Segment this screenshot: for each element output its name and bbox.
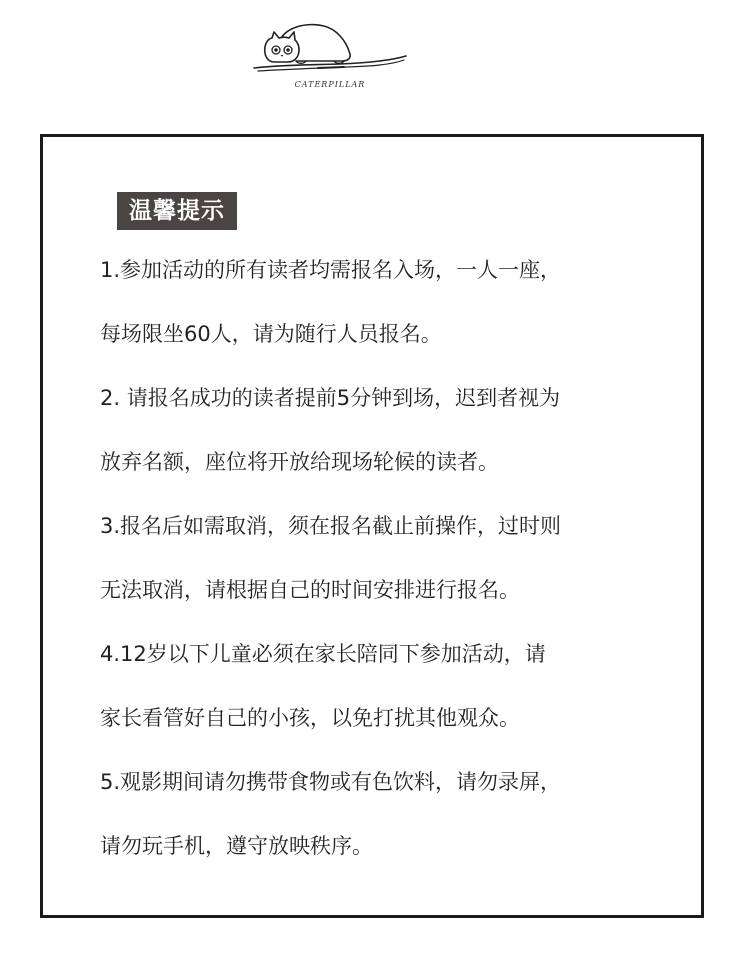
notice-line-4: 放弃名额，座位将开放给现场轮候的读者。 [100,450,499,474]
notice-line-10: 请勿玩手机，遵守放映秩序。 [100,834,373,858]
notice-line-7: 4.12岁以下儿童必须在家长陪同下参加活动，请 [100,642,546,666]
notice-box [40,134,704,918]
notice-lines [100,253,700,893]
notice-line-9: 5.观影期间请勿携带食物或有色饮料，请勿录屏， [100,770,562,794]
cat-lying-icon [248,18,412,80]
notice-line-5: 3.报名后如需取消，须在报名截止前操作，过时则 [100,514,562,538]
notice-line-8: 家长看管好自己的小孩，以免打扰其他观众。 [100,706,520,730]
notice-line-3: 2. 请报名成功的读者提前5分钟到场，迟到者视为 [100,386,561,410]
notice-line-6: 无法取消，请根据自己的时间安排进行报名。 [100,578,520,602]
notice-line-2: 每场限坐60人，请为随行人员报名。 [100,322,442,346]
logo [248,18,412,98]
notice-line-1: 1.参加活动的所有读者均需报名入场，一人一座， [100,258,562,282]
logo-text: CATERPILLAR [294,80,366,89]
notice-title: 温馨提示 [117,192,237,230]
